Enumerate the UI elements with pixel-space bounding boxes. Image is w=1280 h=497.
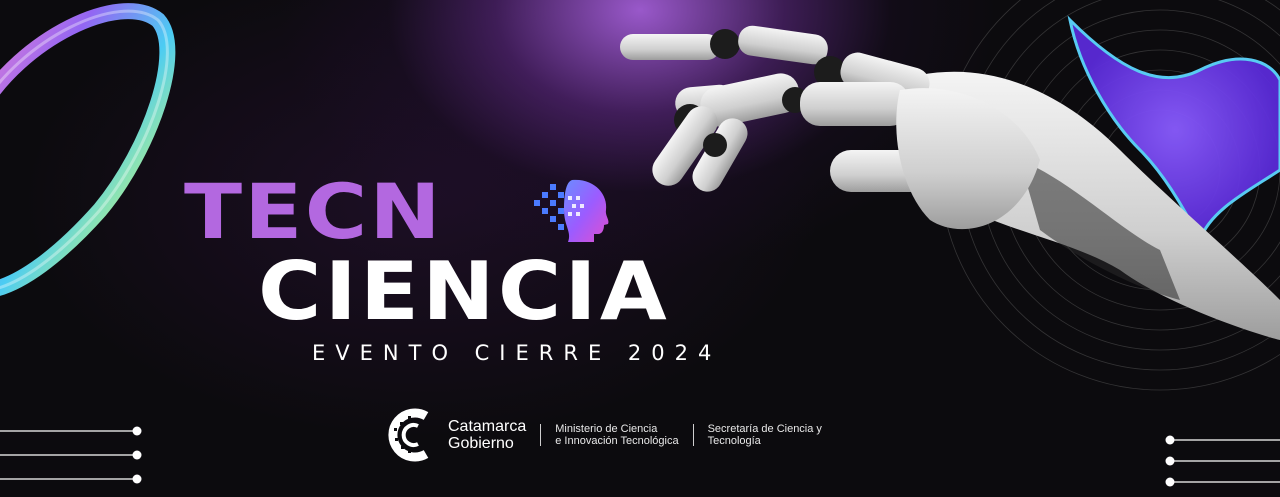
sponsor-logos (382, 404, 822, 466)
catamarca-logo-icon (382, 404, 444, 466)
government-name (448, 418, 526, 452)
title-line-1 (184, 167, 443, 256)
ministry-name (555, 423, 678, 447)
government-line-1: Catamarca (448, 418, 527, 435)
secretary-line-2: Tecnología (707, 435, 761, 447)
title-ciencia: CIENCIA (258, 245, 670, 338)
ministry-line-1: Ministerio de Ciencia (555, 423, 658, 435)
decorative-lines-right (1160, 432, 1280, 492)
decorative-lines-left (0, 424, 150, 490)
secretary-line-1: Secretaría de Ciencia y (707, 423, 822, 435)
title-tecn: TECN (184, 167, 443, 256)
government-line-2: Gobierno (448, 435, 514, 452)
ministry-line-2: e Innovación Tecnológica (555, 435, 679, 447)
ai-head-icon (528, 176, 614, 244)
iridescent-ring-graphic (0, 0, 200, 300)
separator (540, 424, 541, 446)
secretary-name (708, 423, 822, 447)
separator (693, 424, 694, 446)
event-subtitle: EVENTO CIERRE 2024 (312, 341, 722, 365)
